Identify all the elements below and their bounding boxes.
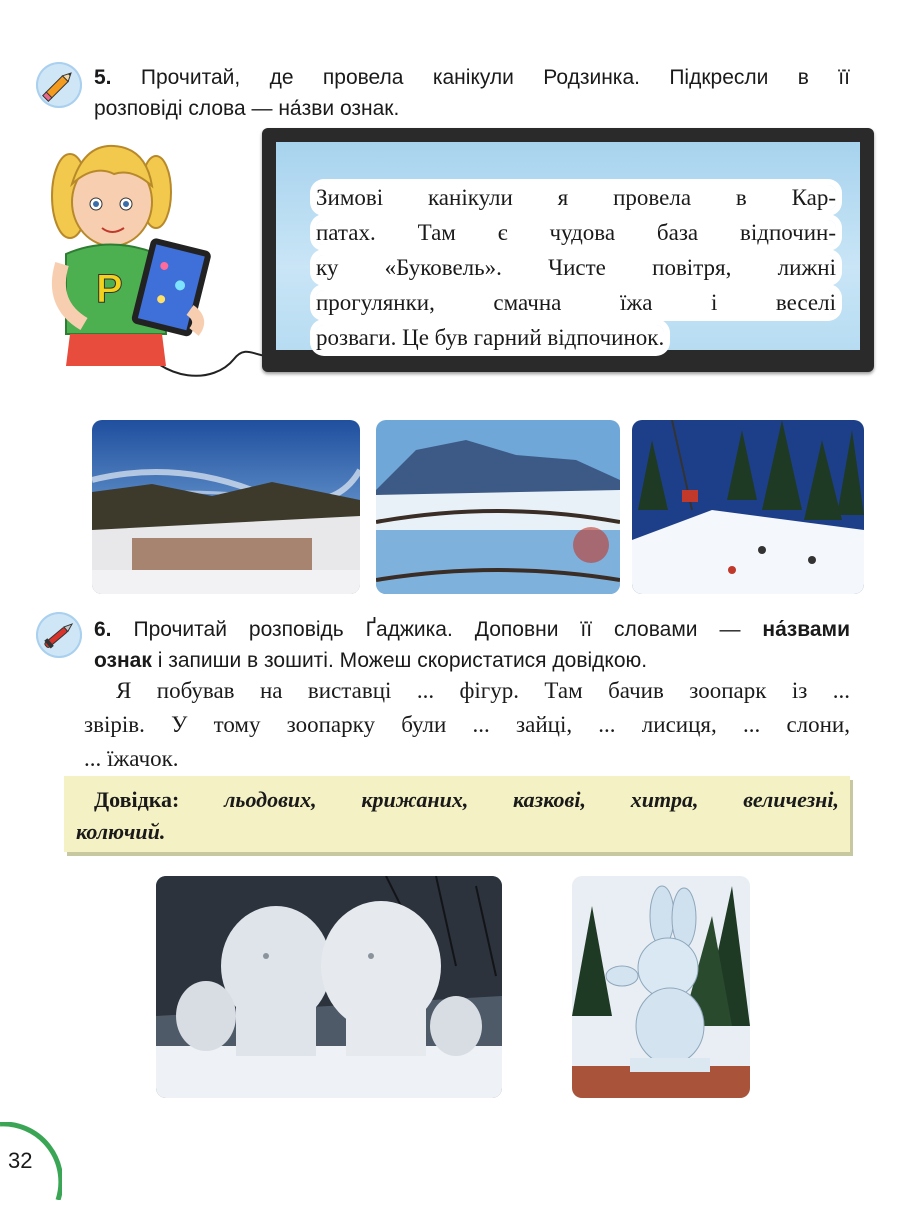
task6-text-line1a: Прочитай розповідь Ґаджика. Доповни її словами — [133,618,741,641]
ski-slope-photo [632,420,864,594]
task5-text-line2: розповіді слова — на́зви ознак. [94,97,400,120]
hint-words-line2: колючий. [76,819,166,844]
pencil-icon [36,62,82,108]
ice-rabbit-photo [572,876,750,1098]
task6-instruction [94,614,850,676]
task6-story-line: Я побував на виставці ... фігур. Там бачив зоопарк із ... [116,678,850,703]
task6-story-line: звірів. У тому зоопарку були ... зайці, ... лисиця, ... слони, [84,712,850,737]
tv-screen-frame [262,128,874,372]
page-number: 32 [8,1148,33,1173]
story-panel [276,142,860,350]
story-line: прогулянки, смачна їжа і веселі [316,290,836,315]
task5-number: 5. [94,66,112,89]
task5-instruction [94,62,850,124]
hint-box [64,776,850,852]
story-line: розваги. Це був гарний відпочинок. [316,325,665,350]
hint-text [76,784,840,848]
task6-number: 6. [94,618,112,641]
hint-words-line1: льодових, крижаних, казкові, хитра, величезні, [224,787,840,812]
task6-story-line: ... їжачок. [84,746,179,771]
task5-story [316,180,836,355]
task6-text-line2b: і запиши в зошиті. Можеш скористатися довідкою. [157,649,648,672]
snow-elephants-photo [156,876,502,1098]
task6-story [84,674,850,776]
story-line: патах. Там є чудова база відпочин- [316,220,836,245]
girl-with-tablet-illustration [44,134,266,384]
task6-text-line1b: на́звами [762,618,850,641]
mountain-village-photo [92,420,360,594]
story-line: Зимові канікули я провела в Кар- [316,185,836,210]
story-line: ку «Буковель». Чисте повітря, лижні [316,255,836,280]
task6-text-line2a: ознак [94,649,152,672]
page-number-marker [0,1122,62,1200]
task5-text-line1: Прочитай, де провела канікули Родзинка. Підкресли в її [140,66,850,89]
pen-icon [36,612,82,658]
frozen-lake-bridge-photo [376,420,620,594]
hint-label: Довідка: [94,787,180,812]
svg-text:P: P [96,267,123,311]
